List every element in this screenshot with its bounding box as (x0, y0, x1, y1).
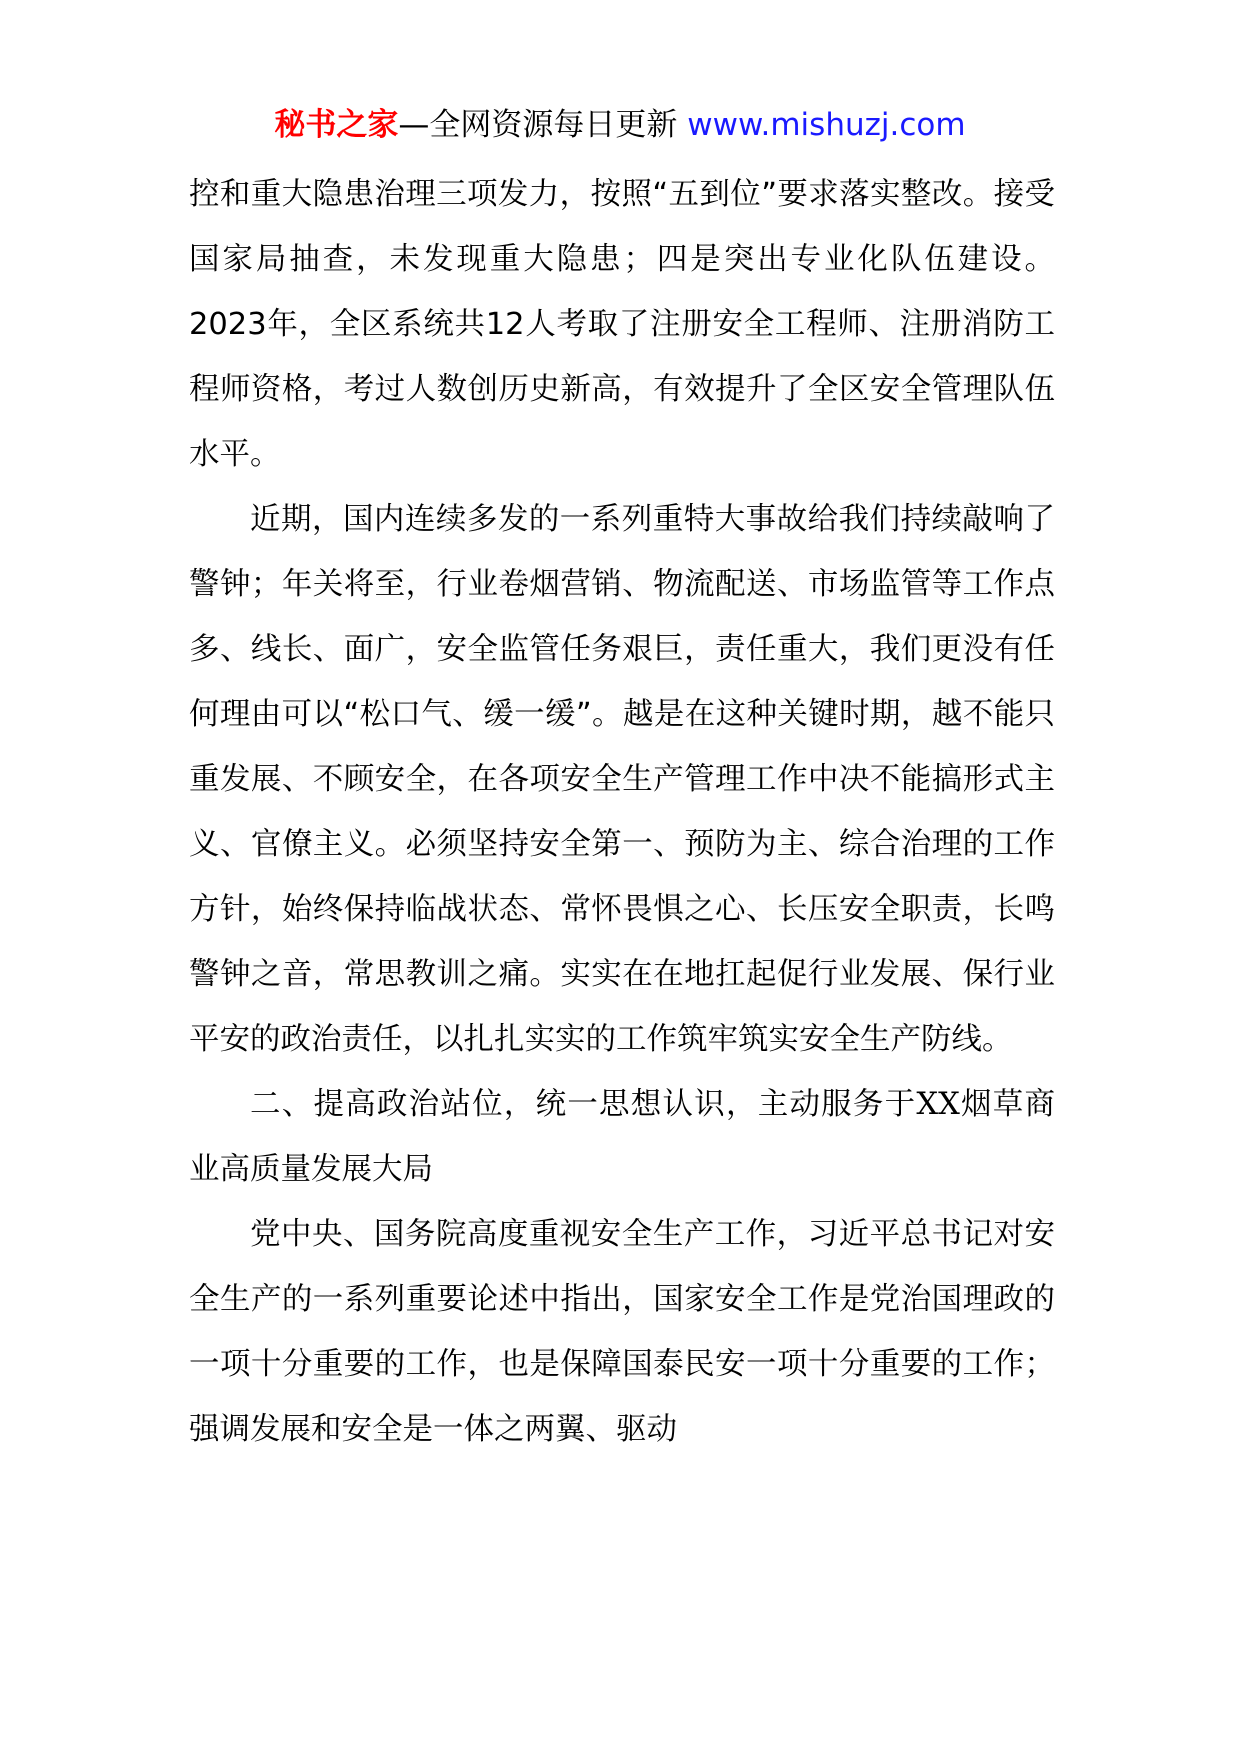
paragraph-continuation: 控和重大隐患治理三项发力，按照“五到位”要求落实整改。接受国家局抽查，未发现重大隐患；四是突出专业化队伍建设。2023年，全区系统共12人考取了注册安全工程师、注册消防工程师资格，考过人数创历史新高，有效提升了全区安全管理队伍水平。 (189, 177, 1055, 472)
header-tagline: —全网资源每日更新 (398, 107, 688, 143)
page-header (0, 100, 1240, 150)
header-brand: 秘书之家 (274, 107, 399, 143)
paragraph: 党中央、国务院高度重视安全生产工作，习近平总书记对安全生产的一系列重要论述中指出，国家安全工作是党治国理政的一项十分重要的工作，也是保障国泰民安一项十分重要的工作；强调发展和安全是一体之两翼、驱动 (189, 1217, 1055, 1447)
paragraph: 近期，国内连续多发的一系列重特大事故给我们持续敲响了警钟；年关将至，行业卷烟营销、物流配送、市场监管等工作点多、线长、面广，安全监管任务艰巨，责任重大，我们更没有任何理由可以“松口气、缓一缓”。越是在这种关键时期，越不能只重发展、不顾安全，在各项安全生产管理工作中决不能搞形式主义、官僚主义。必须坚持安全第一、预防为主、综合治理的工作方针，始终保持临战状态、常怀畏惧之心、长压安全职责，长鸣警钟之音，常思教训之痛。实实在在地扛起促行业发展、保行业平安的政治责任，以扎扎实实的工作筑牢筑实安全生产防线。 (189, 502, 1055, 1057)
document-body (189, 162, 1055, 1462)
section-heading: 二、提高政治站位，统一思想认识，主动服务于XX烟草商业高质量发展大局 (189, 1087, 1055, 1187)
header-url-link[interactable]: www.mishuzj.com (687, 107, 966, 143)
